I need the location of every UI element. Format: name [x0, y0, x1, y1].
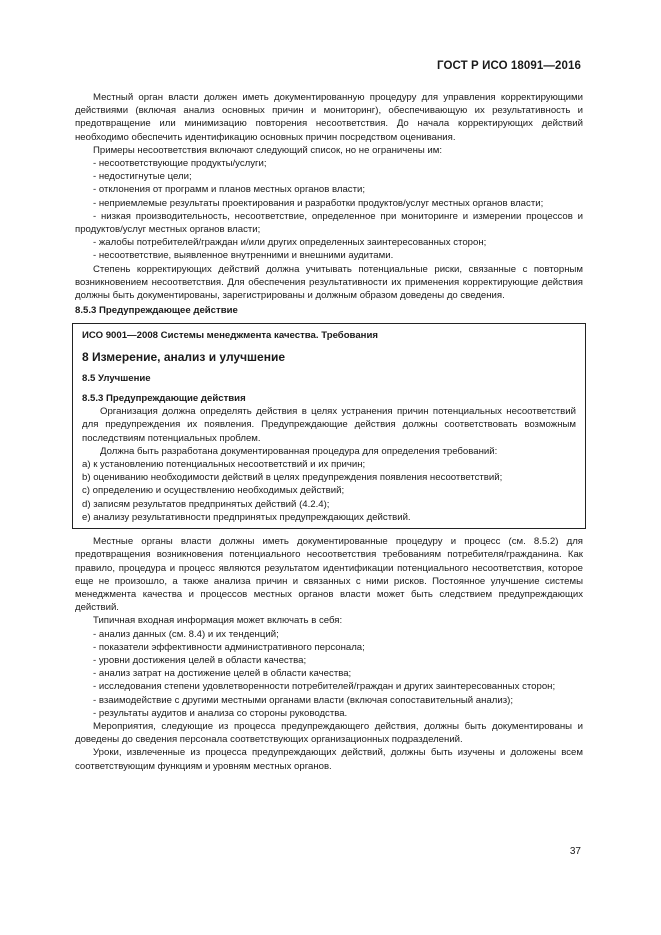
- list-item: - отклонения от программ и планов местных органов власти;: [93, 184, 365, 196]
- box-paragraph: Должна быть разработана документированная процедура для определения требований:: [100, 445, 498, 457]
- list-item: - анализ данных (см. 8.4) и их тенденций;: [93, 628, 279, 640]
- box-list-item: c) определению и осуществлению необходимых действий;: [82, 485, 345, 497]
- paragraph: Местный орган власти должен иметь документированную процедуру для управления корректирующими действиями (включая анализ основных причин и мониторинг), обеспечивающую их результативность и предотвращение или минимизацию повторения несоответствия. До начала корректирующих действий необходимо обеспечить идентификацию основных причин посредством оценивания.: [75, 92, 583, 143]
- quoted-standard-box: [72, 323, 586, 529]
- page-number: 37: [569, 846, 581, 857]
- list-item: - уровни достижения целей в области качества;: [93, 654, 307, 666]
- box-title: ИСО 9001—2008 Системы менеджмента качества. Требования: [82, 330, 378, 342]
- list-item: - неприемлемые результаты проектирования и разработки продуктов/услуг местных органов власти;: [93, 197, 544, 209]
- list-item: - показатели эффективности административного персонала;: [93, 641, 365, 653]
- paragraph: Степень корректирующих действий должна учитывать потенциальные риски, связанные с повторным возникновением несоответствия. Для обеспечения результативности их применения корректирующие действия должны быть документированы, зарегистрированы и должным образом доведены до сведения.: [75, 263, 583, 302]
- box-list-item: b) оцениванию необходимости действий в целях предупреждения появления несоответствий;: [82, 472, 503, 484]
- list-item: - недостигнутые цели;: [93, 171, 192, 183]
- list-item: - взаимодействие с другими местными органами власти (включая сопоставительный анализ);: [93, 694, 513, 706]
- list-item: - исследования степени удовлетворенности потребителей/граждан и других заинтересованных сторон;: [93, 681, 556, 693]
- paragraph: Мероприятия, следующие из процесса предупреждающего действия, должны быть документированы и доведены до сведения персонала соответствующих организационных подразделений.: [75, 720, 583, 746]
- list-item: - результаты аудитов и анализа со стороны руководства.: [93, 707, 348, 719]
- paragraph: Типичная входная информация может включать в себя:: [93, 615, 343, 627]
- box-heading-level3: 8.5.3 Предупреждающие действия: [82, 393, 246, 405]
- paragraph: Местные органы власти должны иметь документированные процедуру и процесс (см. 8.5.2) для предотвращения возникновения потенциального несоответствия требованиям потребителя/гражданина. Как правило, процедура и процесс являются результатом идентификации потенциального несоответствия, которое еще не произошло, а также анализа причин и связанных с ними рисков. Постоянное улучшение системы менеджмента качества и процессов местных органов власти может быть следствием предупреждающих действий.: [75, 536, 583, 614]
- list-item: - несоответствующие продукты/услуги;: [93, 158, 267, 170]
- page-content: [75, 91, 583, 773]
- box-list-item: а) к установлению потенциальных несоответствий и их причин;: [82, 459, 366, 471]
- box-heading-level2: 8.5 Улучшение: [82, 372, 151, 384]
- document-header: ГОСТ Р ИСО 18091—2016: [436, 60, 581, 72]
- box-list-item: e) анализу результативности предпринятых предупреждающих действий.: [82, 511, 411, 523]
- paragraph: Примеры несоответствия включают следующий список, но не ограничены им:: [93, 144, 443, 156]
- section-heading: 8.5.3 Предупреждающее действие: [75, 305, 238, 317]
- paragraph: Уроки, извлеченные из процесса предупреждающих действий, должны быть изучены и доложены всем соответствующим функциям и уровням местных органов.: [75, 747, 583, 772]
- list-item: - жалобы потребителей/граждан и/или других определенных заинтересованных сторон;: [93, 237, 487, 249]
- list-item: - анализ затрат на достижение целей в области качества;: [93, 668, 352, 680]
- box-list-item: d) записям результатов предпринятых действий (4.2.4);: [82, 498, 330, 510]
- list-item: - низкая производительность, несоответствие, определенное при мониторинге и измерении процессов и продуктов/услуг местных органов власти;: [75, 210, 583, 236]
- list-item: - несоответствие, выявленное внутренними и внешними аудитами.: [93, 250, 394, 262]
- box-heading-level1: 8 Измерение, анализ и улучшение: [82, 349, 286, 364]
- box-paragraph: Организация должна определять действия в целях устранения причин потенциальных несоответствий для предупреждения их появления. Предупреждающие действия должны соответствовать возможным последствиям потенциальных проблем.: [82, 406, 576, 444]
